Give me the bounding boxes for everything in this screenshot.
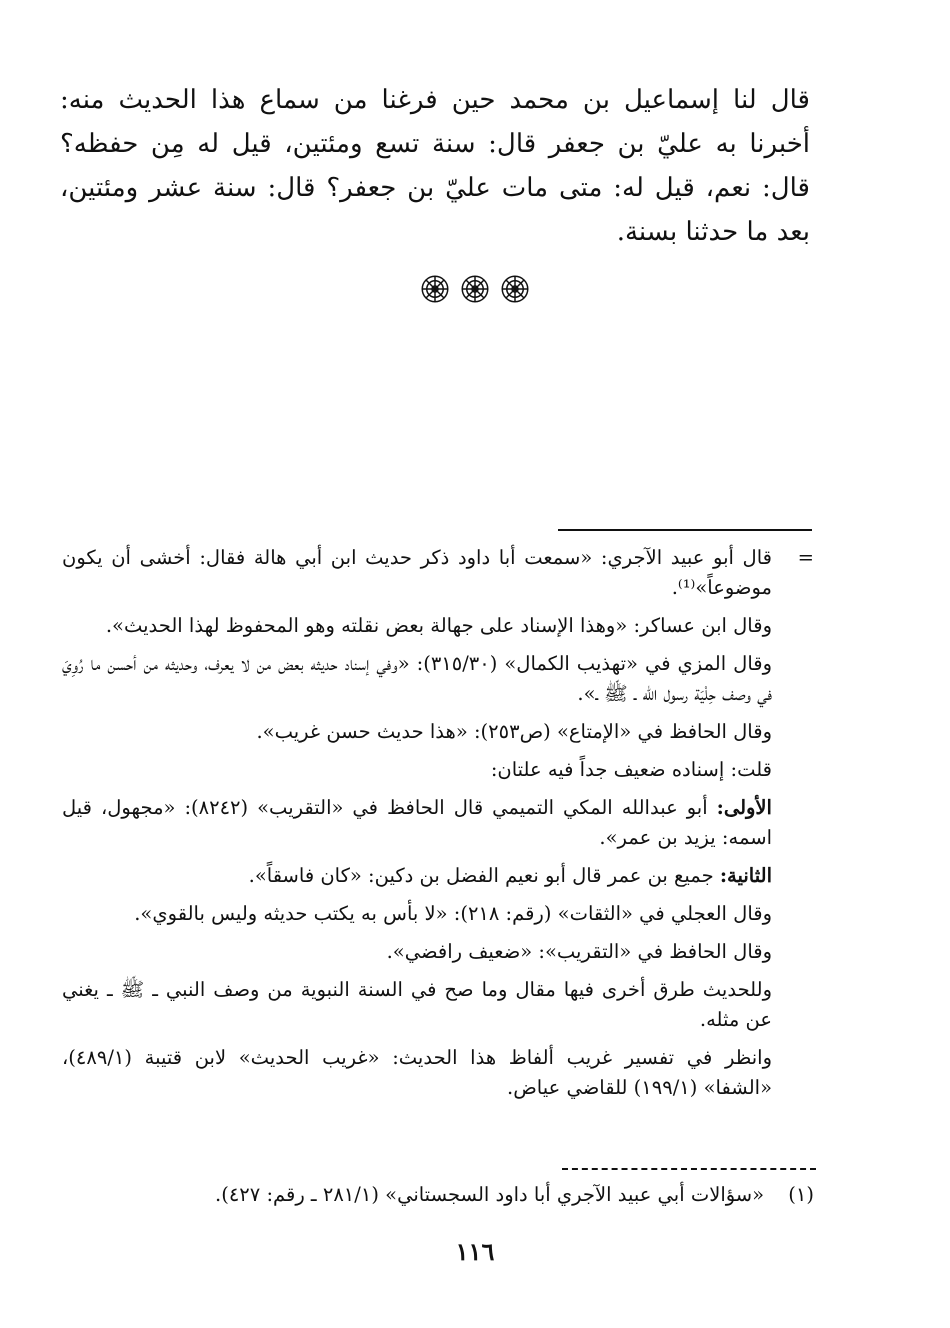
rosette-ornament-icon xyxy=(460,274,490,304)
footnote-paragraph xyxy=(62,937,814,967)
footnote-text: وقال المزي في «تهذيب الكمال» (٣١٥/٣٠): «وفي إسناد حديثه بعض من لا يعرف، وحديثه من أحسن ما رُوِيَ في وصف حِلْيَة رسول الله ـ ﷺ ـ». xyxy=(62,652,772,705)
footnote-text: وقال الحافظ في «التقريب»: «ضعيف رافضي». xyxy=(386,940,772,963)
footnote-paragraph xyxy=(62,793,814,853)
footnote-1 xyxy=(62,1180,814,1210)
page-number: ١١٦ xyxy=(455,1237,495,1266)
footnote-1-text: «سؤالات أبي عبيد الآجري أبا داود السجستاني» (٢٨١/١ ـ رقم: ٤٢٧). xyxy=(215,1183,765,1206)
footnote-text: قال أبو عبيد الآجري: «سمعت أبا داود ذكر حديث ابن أبي هالة فقال: أخشى أن يكون موضوعاً»⁽¹⁾. xyxy=(62,546,772,599)
rosette-ornament-icon xyxy=(420,274,450,304)
footnote-paragraph xyxy=(62,755,814,785)
footnote-bold-label: الثانية: xyxy=(719,864,772,887)
footnote-paragraph xyxy=(62,975,814,1035)
main-paragraph: قال لنا إسماعيل بن محمد حين فرغنا من سماع هذا الحديث منه: أخبرنا به عليّ بن جعفر قال: سنة تسع ومئتين، قيل له مِن حفظه؟ قال: نعم، قيل له: متى مات عليّ بن جعفر؟ قال: سنة عشر ومئتين، بعد ما حدثنا بسنة. xyxy=(60,85,810,247)
footnote-bold-label: الأولى: xyxy=(716,796,772,819)
footnote-separator-rule xyxy=(558,529,812,531)
footnote-text: وانظر في تفسير غريب ألفاظ هذا الحديث: «غريب الحديث» لابن قتيبة (٤٨٩/١)، «الشفا» (١٩٩/١) للقاضي عياض. xyxy=(62,1046,772,1099)
footnote-text: جميع بن عمر قال أبو نعيم الفضل بن دكين: «كان فاسقاً». xyxy=(248,864,720,887)
footnote-text: وقال ابن عساكر: «وهذا الإسناد على جهالة بعض نقلته وهو المحفوظ لهذا الحديث». xyxy=(105,614,772,637)
footnote-text: وقال الحافظ في «الإمتاع» (ص٢٥٣): «هذا حديث حسن غريب». xyxy=(256,720,772,743)
footnote-paragraph xyxy=(62,717,814,747)
footnote-dashed-rule xyxy=(562,1168,816,1170)
footnote-paragraph xyxy=(62,1043,814,1103)
footnote-text: أبو عبدالله المكي التميمي قال الحافظ في «التقريب» (٨٢٤٢): «مجهول، قيل اسمه: يزيد بن عمر». xyxy=(62,796,772,849)
footnotes-section xyxy=(62,543,814,1111)
footnote-text: وقال العجلي في «الثقات» (رقم: ٢١٨): «لا بأس به يكتب حديثه وليس بالقوي». xyxy=(134,902,772,925)
rosette-ornament-icon xyxy=(500,274,530,304)
footnote-paragraph xyxy=(62,899,814,929)
footnote-number: (١) xyxy=(788,1183,814,1206)
footnote-paragraph xyxy=(62,611,814,641)
footnote-text: وللحديث طرق أخرى فيها مقال وما صح في السنة النبوية من وصف النبي ـ ﷺ ـ يغني عن مثله. xyxy=(62,978,772,1031)
footnote-text: قلت: إسناده ضعيف جداً فيه علتان: xyxy=(490,758,772,781)
footnote-paragraph xyxy=(62,543,814,603)
footnote-paragraph xyxy=(62,649,814,709)
main-text-block xyxy=(60,78,810,254)
continuation-mark: = xyxy=(797,546,814,569)
section-divider-ornaments xyxy=(0,274,950,304)
footnote-paragraph xyxy=(62,861,814,891)
